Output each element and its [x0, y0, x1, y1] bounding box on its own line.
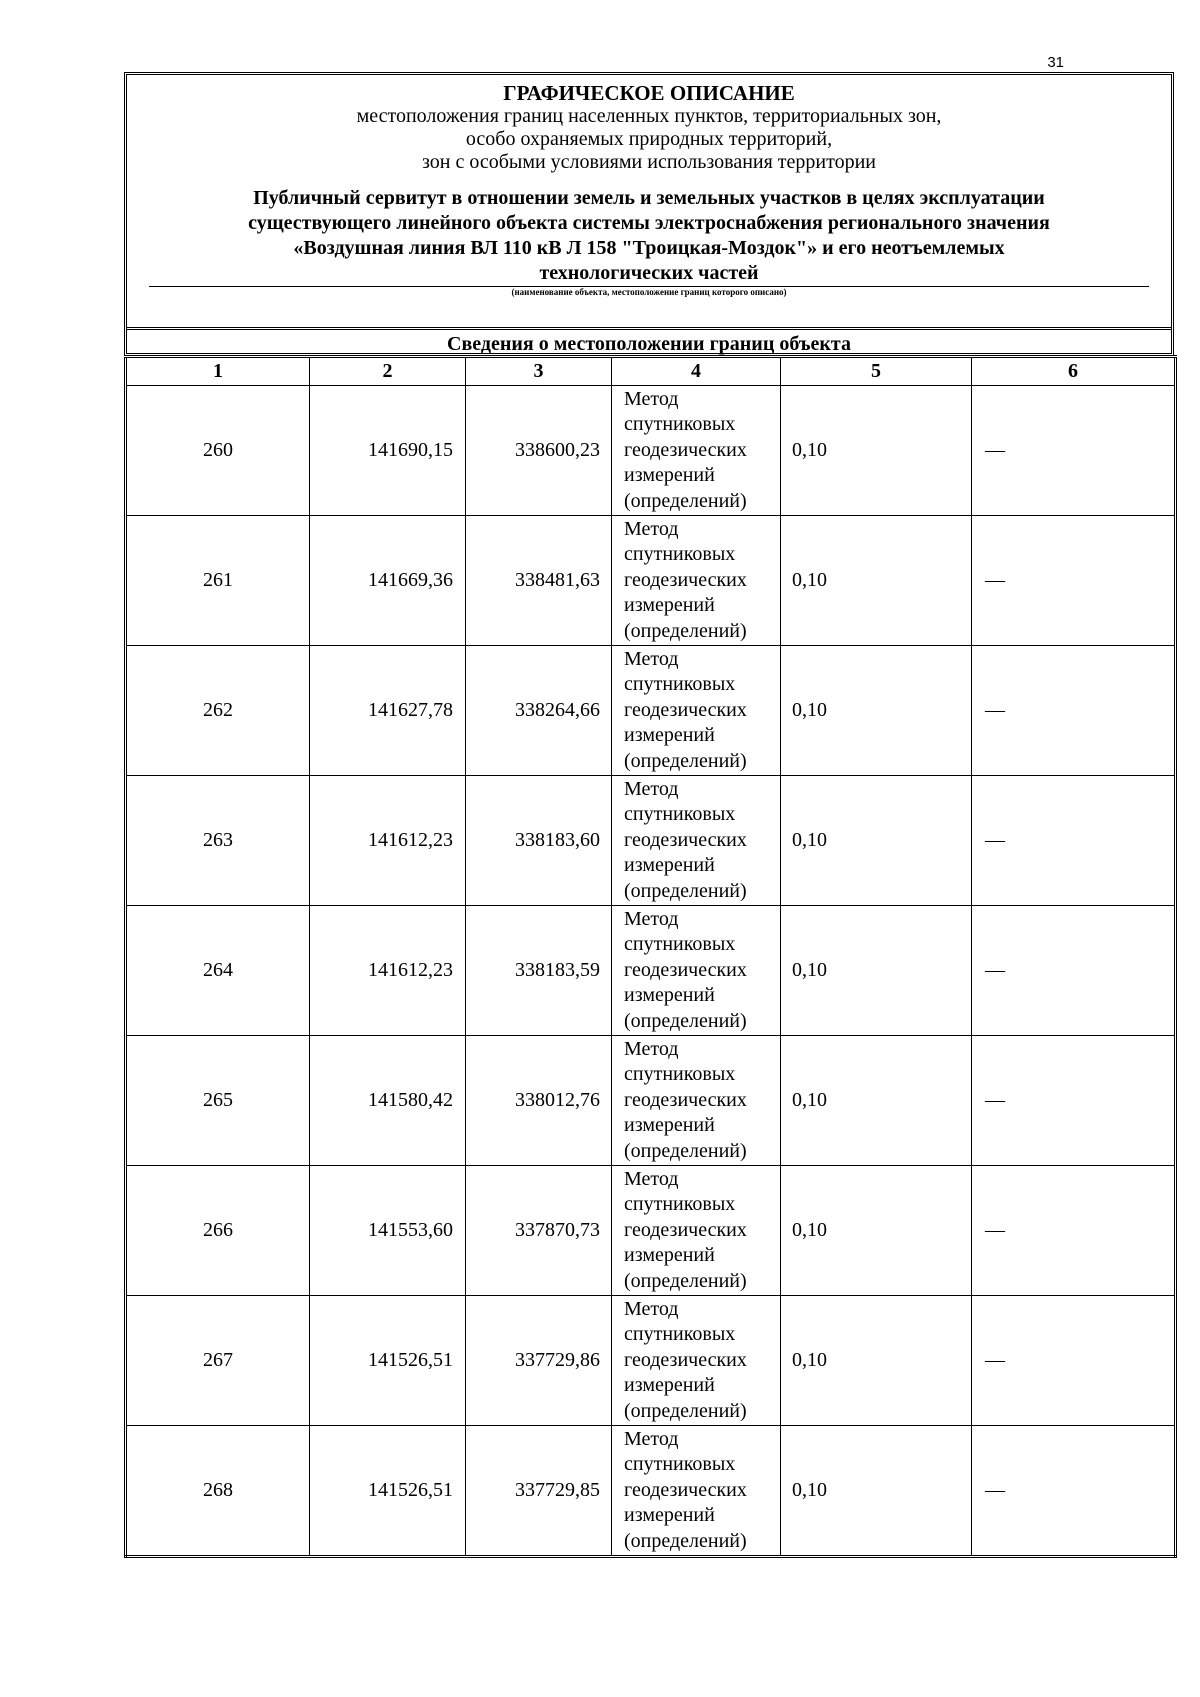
column-header: 6 — [972, 357, 1176, 386]
column-header: 4 — [612, 357, 781, 386]
page-number: 31 — [1047, 54, 1064, 71]
method-line: (определений) — [624, 1399, 747, 1422]
x-coordinate-cell: 141690,15 — [310, 386, 466, 516]
method-line: Метод — [624, 517, 679, 540]
method-line: геодезических — [624, 1218, 747, 1241]
y-coordinate-cell: 338183,60 — [466, 776, 612, 906]
method-cell — [612, 1426, 781, 1557]
method-line: спутниковых — [624, 673, 736, 696]
method-line: геодезических — [624, 1088, 747, 1111]
table-row — [126, 386, 1176, 516]
method-cell — [612, 646, 781, 776]
table-row — [126, 516, 1176, 646]
document-title: ГРАФИЧЕСКОЕ ОПИСАНИЕ — [503, 81, 795, 105]
method-line: Метод — [624, 1297, 679, 1320]
column-header: 1 — [126, 357, 310, 386]
subtitle-line: особо охраняемых природных территорий, — [465, 128, 833, 150]
subtitle-line: местоположения границ населенных пунктов, территориальных зон, — [356, 105, 942, 127]
description-cell: — — [972, 906, 1176, 1036]
table-row — [126, 1426, 1176, 1557]
method-line: измерений — [624, 1114, 715, 1137]
header-divider — [127, 327, 1171, 330]
x-coordinate-cell: 141612,23 — [310, 906, 466, 1036]
method-line: геодезических — [624, 568, 747, 591]
method-line: измерений — [624, 1374, 715, 1397]
section-title: Сведения о местоположении границ объекта — [447, 333, 851, 355]
method-cell — [612, 1036, 781, 1166]
method-line: спутниковых — [624, 413, 736, 436]
method-line: (определений) — [624, 1269, 747, 1292]
method-line: спутниковых — [624, 933, 736, 956]
precision-cell: 0,10 — [781, 1296, 972, 1426]
precision-cell: 0,10 — [781, 646, 972, 776]
point-number-cell: 261 — [126, 516, 310, 646]
method-line: спутниковых — [624, 1193, 736, 1216]
description-cell: — — [972, 646, 1176, 776]
description-cell: — — [972, 1296, 1176, 1426]
method-line: спутниковых — [624, 1063, 736, 1086]
method-line: Метод — [624, 1167, 679, 1190]
method-line: измерений — [624, 1244, 715, 1267]
column-header: 2 — [310, 357, 466, 386]
x-coordinate-cell: 141580,42 — [310, 1036, 466, 1166]
point-number-cell: 262 — [126, 646, 310, 776]
x-coordinate-cell: 141526,51 — [310, 1426, 466, 1557]
subtitle-line: зон с особыми условиями использования территории — [421, 151, 877, 173]
method-cell — [612, 1166, 781, 1296]
y-coordinate-cell: 338264,66 — [466, 646, 612, 776]
column-header: 5 — [781, 357, 972, 386]
method-cell — [612, 1296, 781, 1426]
precision-cell: 0,10 — [781, 516, 972, 646]
method-line: Метод — [624, 907, 679, 930]
precision-cell: 0,10 — [781, 1036, 972, 1166]
description-cell: — — [972, 1426, 1176, 1557]
method-line: геодезических — [624, 698, 747, 721]
object-caption: (наименование объекта, местоположение границ которого описано) — [511, 287, 787, 297]
method-line: (определений) — [624, 749, 747, 772]
y-coordinate-cell: 338481,63 — [466, 516, 612, 646]
method-line: Метод — [624, 1427, 679, 1450]
y-coordinate-cell: 337729,86 — [466, 1296, 612, 1426]
precision-cell: 0,10 — [781, 776, 972, 906]
method-line: измерений — [624, 594, 715, 617]
object-name-line: «Воздушная линия ВЛ 110 кВ Л 158 "Троицкая-Моздок"» и его неотъемлемых — [293, 237, 1005, 259]
point-number-cell: 260 — [126, 386, 310, 516]
method-line: геодезических — [624, 1348, 747, 1371]
method-line: (определений) — [624, 1529, 747, 1552]
description-cell: — — [972, 1166, 1176, 1296]
table-row — [126, 1166, 1176, 1296]
object-name-line: технологических частей — [539, 262, 759, 284]
table-row — [126, 646, 1176, 776]
x-coordinate-cell: 141553,60 — [310, 1166, 466, 1296]
method-cell — [612, 516, 781, 646]
method-line: измерений — [624, 1504, 715, 1527]
table-row — [126, 1296, 1176, 1426]
method-line: геодезических — [624, 958, 747, 981]
column-header: 3 — [466, 357, 612, 386]
x-coordinate-cell: 141612,23 — [310, 776, 466, 906]
method-line: измерений — [624, 854, 715, 877]
method-line: Метод — [624, 777, 679, 800]
method-line: Метод — [624, 387, 679, 410]
table-header-row — [126, 357, 1176, 386]
precision-cell: 0,10 — [781, 386, 972, 516]
method-line: Метод — [624, 1037, 679, 1060]
point-number-cell: 267 — [126, 1296, 310, 1426]
y-coordinate-cell: 337870,73 — [466, 1166, 612, 1296]
header-box — [124, 72, 1174, 356]
table-body — [126, 386, 1176, 1557]
point-number-cell: 264 — [126, 906, 310, 1036]
description-cell: — — [972, 516, 1176, 646]
x-coordinate-cell: 141669,36 — [310, 516, 466, 646]
document-frame — [124, 72, 1174, 1558]
method-cell — [612, 906, 781, 1036]
object-name-line: существующего линейного объекта системы электроснабжения регионального значения — [248, 212, 1050, 234]
coordinates-table — [124, 355, 1177, 1558]
method-line: измерений — [624, 724, 715, 747]
method-line: измерений — [624, 984, 715, 1007]
method-line: (определений) — [624, 1139, 747, 1162]
method-line: геодезических — [624, 438, 747, 461]
method-line: спутниковых — [624, 1323, 736, 1346]
object-name — [127, 186, 1171, 286]
method-line: спутниковых — [624, 543, 736, 566]
precision-cell: 0,10 — [781, 1166, 972, 1296]
method-line: спутниковых — [624, 803, 736, 826]
x-coordinate-cell: 141627,78 — [310, 646, 466, 776]
x-coordinate-cell: 141526,51 — [310, 1296, 466, 1426]
method-line: (определений) — [624, 619, 747, 642]
y-coordinate-cell: 338012,76 — [466, 1036, 612, 1166]
description-cell: — — [972, 1036, 1176, 1166]
description-cell: — — [972, 386, 1176, 516]
table-row — [126, 776, 1176, 906]
method-cell — [612, 776, 781, 906]
point-number-cell: 265 — [126, 1036, 310, 1166]
method-line: спутниковых — [624, 1453, 736, 1476]
method-line: геодезических — [624, 1478, 747, 1501]
method-line: (определений) — [624, 1009, 747, 1032]
method-line: геодезических — [624, 828, 747, 851]
description-cell: — — [972, 776, 1176, 906]
object-name-line: Публичный сервитут в отношении земель и земельных участков в целях эксплуатации — [253, 187, 1045, 209]
method-line: (определений) — [624, 489, 747, 512]
table-row — [126, 906, 1176, 1036]
table-row — [126, 1036, 1176, 1166]
point-number-cell: 263 — [126, 776, 310, 906]
point-number-cell: 268 — [126, 1426, 310, 1557]
y-coordinate-cell: 337729,85 — [466, 1426, 612, 1557]
y-coordinate-cell: 338183,59 — [466, 906, 612, 1036]
point-number-cell: 266 — [126, 1166, 310, 1296]
y-coordinate-cell: 338600,23 — [466, 386, 612, 516]
method-cell — [612, 386, 781, 516]
precision-cell: 0,10 — [781, 906, 972, 1036]
method-line: (определений) — [624, 879, 747, 902]
method-line: Метод — [624, 647, 679, 670]
method-line: измерений — [624, 464, 715, 487]
precision-cell: 0,10 — [781, 1426, 972, 1557]
